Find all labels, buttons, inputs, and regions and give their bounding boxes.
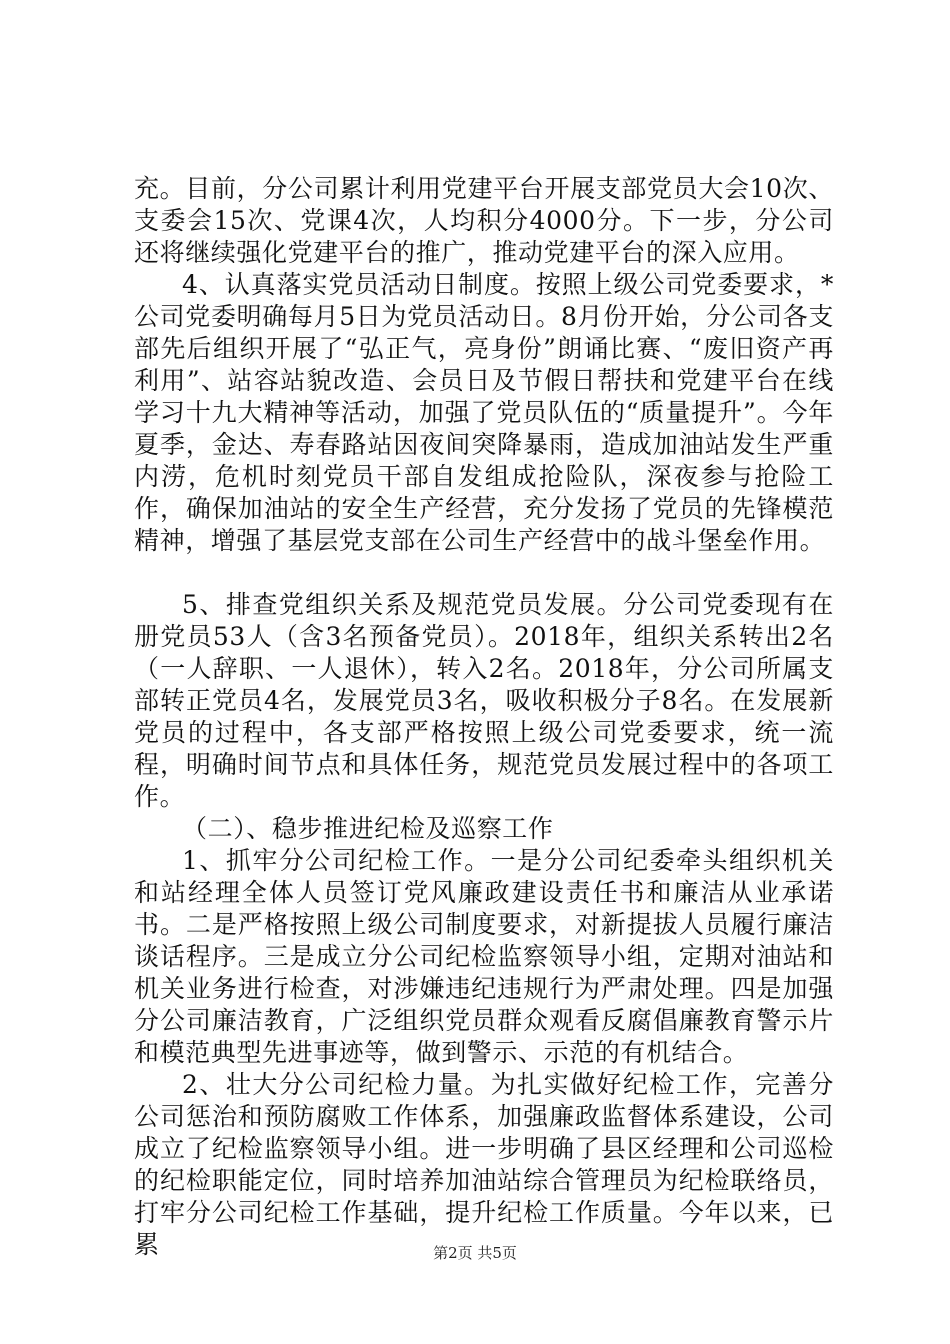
paragraph-discipline-strength: 2、壮大分公司纪检力量。为扎实做好纪检工作，完善分公司惩治和预防腐败工作体系，加强廉政监督体系建设，公司成立了纪检监察领导小组。进一步明确了县区经理和公司巡检的纪检职能定位，同时培养加油站综合管理员为纪检联络员，打牢分公司纪检工作基础，提升纪检工作质量。今年以来，已累 xyxy=(134,1070,834,1259)
paragraph-discipline-work: 1、抓牢分公司纪检工作。一是分公司纪委牵头组织机关和站经理全体人员签订党风廉政建设责任书和廉洁从业承诺书。二是严格按照上级公司制度要求，对新提拔人员履行廉洁谈话程序。三是成立分公司纪检监察领导小组，定期对油站和机关业务进行检查，对涉嫌违纪违规行为严肃处理。四是加强分公司廉洁教育，广泛组织党员群众观看反腐倡廉教育警示片和模范典型先进事迹等，做到警示、示范的有机结合。 xyxy=(134,846,834,1067)
document-body xyxy=(134,173,834,1261)
page-number-footer: 第2页 共5页 xyxy=(433,1244,517,1262)
paragraph-party-membership: 5、排查党组织关系及规范党员发展。分公司党委现有在册党员53人（含3名预备党员）。2018年，组织关系转出2名（一人辞职、一人退休），转入2名。2018年，分公司所属支部转正党员4名，发展党员3名，吸收积极分子8名。在发展新党员的过程中，各支部严格按照上级公司党委要求，统一流程，明确时间节点和具体任务，规范党员发展过程中的各项工作。 xyxy=(134,590,834,811)
paragraph-activity-day: 4、认真落实党员活动日制度。按照上级公司党委要求，*公司党委明确每月5日为党员活动日。8月份开始，分公司各支部先后组织开展了“弘正气，亮身份”朗诵比赛、“废旧资产再利用”、站容站貌改造、会员日及节假日帮扶和党建平台在线学习十九大精神等活动，加强了党员队伍的“质量提升”。今年夏季，金达、寿春路站因夜间突降暴雨，造成加油站发生严重内涝，危机时刻党员干部自发组成抢险队，深夜参与抢险工作，确保加油站的安全生产经营，充分发扬了党员的先锋模范精神，增强了基层党支部在公司生产经营中的战斗堡垒作用。 xyxy=(134,270,834,555)
paragraph-continuation: 充。目前，分公司累计利用党建平台开展支部党员大会10次、支委会15次、党课4次，人均积分4000分。下一步，分公司还将继续强化党建平台的推广，推动党建平台的深入应用。 xyxy=(134,174,834,267)
section-heading: （二）、稳步推进纪检及巡察工作 xyxy=(182,814,554,843)
